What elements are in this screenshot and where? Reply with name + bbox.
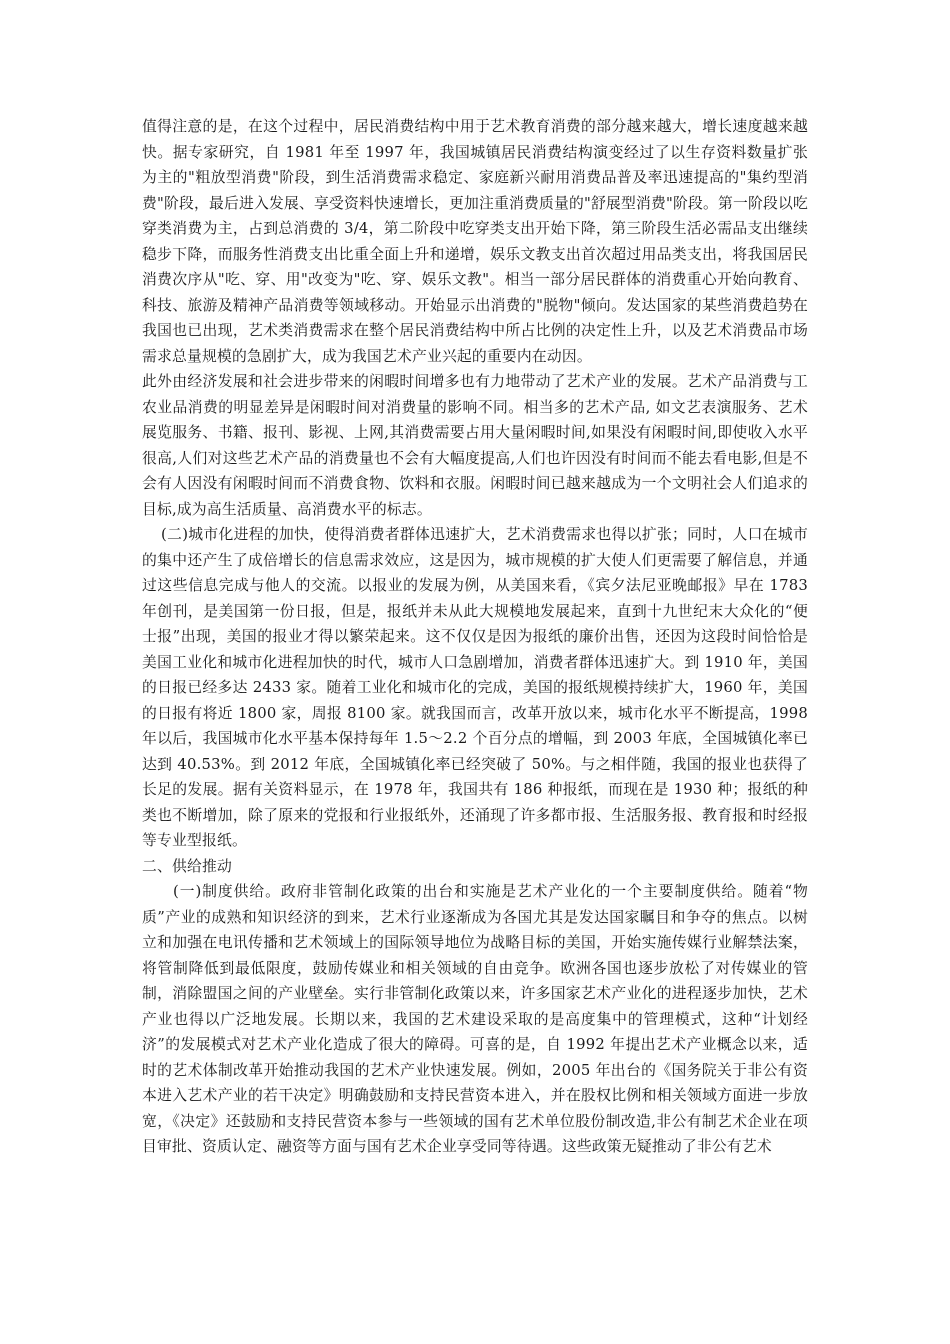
paragraph-urbanization: (二)城市化进程的加快，使得消费者群体迅速扩大，艺术消费需求也得以扩张；同时，人口在城市的集中还产生了成倍增长的信息需求效应，这是因为，城市规模的扩大使人们更需要了解信息，并通过这些信息完成与他人的交流。以报业的发展为例，从美国来看，《宾夕法尼亚晚邮报》早在 1783 年创刊，是美国第一份日报，但是，报纸并未从此大规模地发展起来，直到十九世纪末大众化的“便士报”出现，美国的报业才得以繁荣起来。这不仅仅是因为报纸的廉价出售，还因为这段时间恰恰是美国工业化和城市化进程加快的时代，城市人口急剧增加，消费者群体迅速扩大。到 1910 年，美国的日报已经多达 2433 家。随着工业化和城市化的完成，美国的报纸规模持续扩大，1960 年，美国的日报有将近 1800 家，周报 8100 家。就我国而言，改革开放以来，城市化水平不断提高，1998 年以后，我国城市化水平基本保持每年 1.5～2.2 个百分点的增幅，到 2003 年底，全国城镇化率已达到 40.53%。到 2012 年底，全国城镇化率已经突破了 50%。与之相伴随，我国的报业也获得了长足的发展。据有关资料显示，在 1978 年，我国共有 186 种报纸，而现在是 1930 种；报纸的种类也不断增加，除了原来的党报和行业报纸外，还涌现了许多都市报、生活服务报、教育报和时经报等专业型报纸。 xyxy=(142,526,808,849)
section-heading-supply: 二、供给推动 xyxy=(142,857,232,875)
document-body xyxy=(142,114,808,1160)
paragraph-institutional-supply: (一)制度供给。政府非管制化政策的出台和实施是艺术产业化的一个主要制度供给。随着“物质”产业的成熟和知识经济的到来，艺术行业逐渐成为各国尤其是发达国家瞩目和争夺的焦点。以树立和加强在电讯传播和艺术领域上的国际领导地位为战略目标的美国，开始实施传媒行业解禁法案，将管制降低到最低限度，鼓励传媒业和相关领域的自由竞争。欧洲各国也逐步放松了对传媒业的管制，消除盟国之间的产业壁垒。实行非管制化政策以来，许多国家艺术产业化的进程逐步加快，艺术产业也得以广泛地发展。长期以来，我国的艺术建设采取的是高度集中的管理模式，这种“计划经济”的发展模式对艺术产业化造成了很大的障碍。可喜的是，自 1992 年提出艺术产业概念以来，适时的艺术体制改革开始推动我国的艺术产业快速发展。例如，2005 年出台的《国务院关于非公有资本进入艺术产业的若干决定》明确鼓励和支持民营资本进入，并在股权比例和相关领域方面进一步放宽，《决定》还鼓励和支持民营资本参与一些领域的国有艺术单位股份制改造,非公有制艺术企业在项目审批、资质认定、融资等方面与国有艺术企业享受同等待遇。这些政策无疑推动了非公有艺术 xyxy=(142,883,808,1155)
paragraph-consumption-structure: 值得注意的是，在这个过程中，居民消费结构中用于艺术教育消费的部分越来越大，增长速度越来越快。据专家研究，自 1981 年至 1997 年，我国城镇居民消费结构演变经过了以生存资料数量扩张为主的"粗放型消费"阶段，到生活消费需求稳定、家庭新兴耐用消费品普及率迅速提高的"集约型消费"阶段，最后进入发展、享受资料快速增长，更加注重消费质量的"舒展型消费"阶段。第一阶段以吃穿类消费为主，占到总消费的 3/4，第二阶段中吃穿类支出开始下降，第三阶段生活必需品支出继续稳步下降，而服务性消费支出比重全面上升和递增，娱乐文教支出首次超过用品类支出，将我国居民消费次序从"吃、穿、用"改变为"吃、穿、娱乐文教"。相当一部分居民群体的消费重心开始向教育、科技、旅游及精神产品消费等领域移动。开始显示出消费的"脱物"倾向。发达国家的某些消费趋势在我国也已出现，艺术类消费需求在整个居民消费结构中所占比例的决定性上升，以及艺术消费品市场需求总量规模的急剧扩大，成为我国艺术产业兴起的重要内在动因。 xyxy=(142,118,808,365)
paragraph-leisure-time: 此外由经济发展和社会进步带来的闲暇时间增多也有力地带动了艺术产业的发展。艺术产品消费与工农业品消费的明显差异是闲暇时间对消费量的影响不同。相当多的艺术产品, 如文艺表演服务、艺术展览服务、书籍、报刊、影视、上网,其消费需要占用大量闲暇时间,如果没有闲暇时间,即使收入水平很高,人们对这些艺术产品的消费量也不会有大幅度提高,人们也许因没有时间而不能去看电影,但是不会有人因没有闲暇时间而不消费食物、饮料和衣服。闲暇时间已越来越成为一个文明社会人们追求的目标,成为高生活质量、高消费水平的标志。 xyxy=(142,373,808,518)
